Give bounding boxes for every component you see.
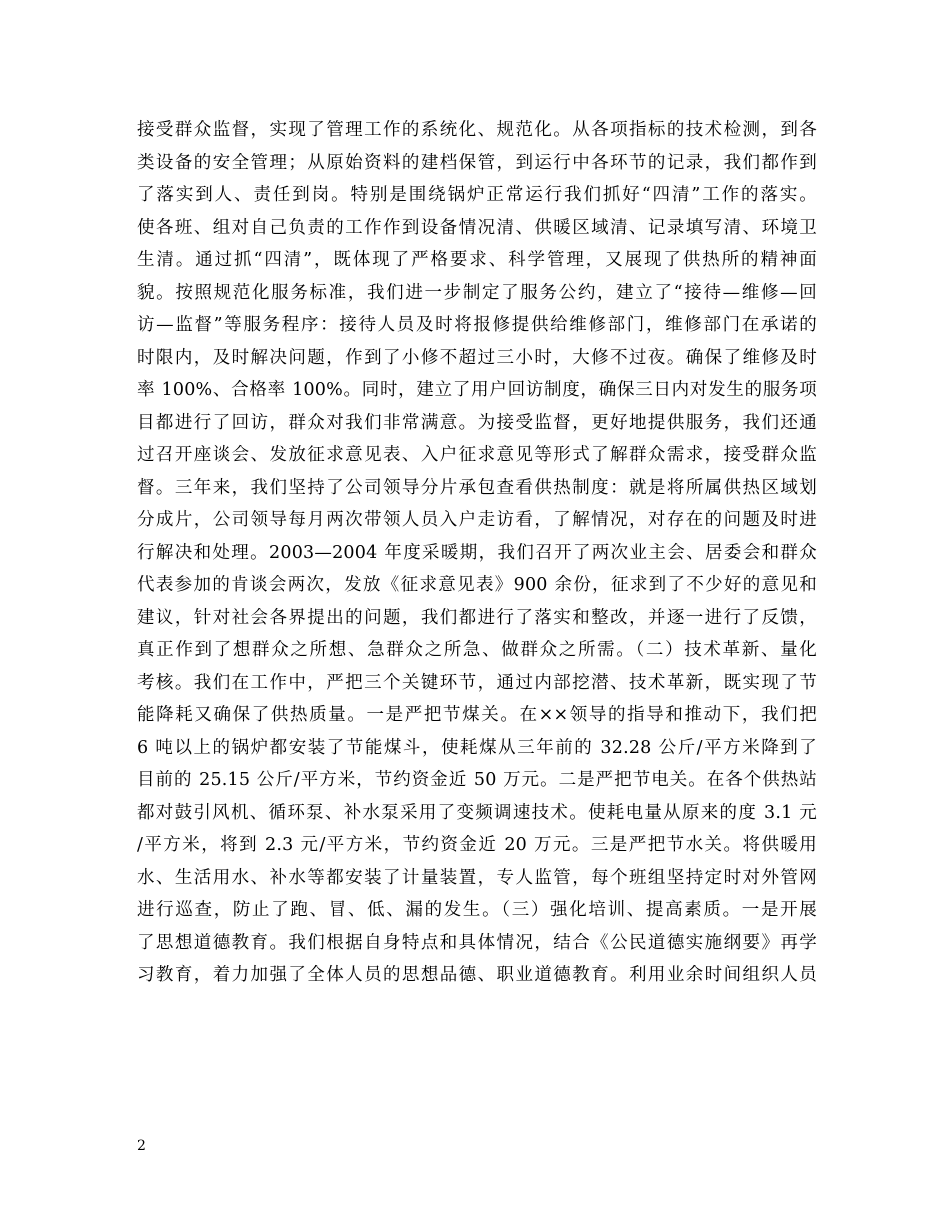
text-line: /平方米，将到 2.3 元/平方米，节约资金近 20 万元。三是严把节水关。将供暖用 <box>137 835 817 855</box>
text-line: 貌。按照规范化服务标准，我们进一步制定了服务公约，建立了“接待—维修—回 <box>137 282 817 303</box>
text-line: 目都进行了回访，群众对我们非常满意。为接受监督，更好地提供服务，我们还通 <box>137 412 817 433</box>
text-line: 分成片，公司领导每月两次带领人员入户走访看，了解情况，对存在的问题及时进 <box>137 510 817 530</box>
text-line: 都对鼓引风机、循环泵、补水泵采用了变频调速技术。使耗电量从原来的度 3.1 元 <box>137 802 817 823</box>
text-line: 访—监督”等服务程序：接待人员及时将报修提供给维修部门，维修部门在承诺的 <box>137 315 817 335</box>
body-text <box>137 114 817 992</box>
text-line: 真正作到了想群众之所想、急群众之所急、做群众之所需。（二）技术革新、量化 <box>137 640 817 660</box>
text-line: 了落实到人、责任到岗。特别是围绕锅炉正常运行我们抓好“四清”工作的落实。 <box>137 185 817 205</box>
text-line: 时限内，及时解决问题，作到了小修不超过三小时，大修不过夜。确保了维修及时 <box>137 347 817 368</box>
text-line: 水、生活用水、补水等都安装了计量装置，专人监管，每个班组坚持定时对外管网 <box>137 867 817 888</box>
text-line: 生清。通过抓“四清”，既体现了严格要求、科学管理，又展现了供热所的精神面 <box>137 250 817 270</box>
text-line: 习教育，着力加强了全体人员的思想品德、职业道德教育。利用业余时间组织人员 <box>137 965 817 985</box>
text-line: 了思想道德教育。我们根据自身特点和具体情况，结合《公民道德实施纲要》再学 <box>137 932 817 953</box>
text-line: 考核。我们在工作中，严把三个关键环节，通过内部挖潜、技术革新，既实现了节 <box>137 672 817 693</box>
text-line: 行解决和处理。2003—2004 年度采暖期，我们召开了两次业主会、居委会和群众 <box>137 542 817 563</box>
text-line: 能降耗又确保了供热质量。一是严把节煤关。在××领导的指导和推动下，我们把 <box>137 705 817 725</box>
text-line: 督。三年来，我们坚持了公司领导分片承包查看供热制度：就是将所属供热区域划 <box>137 477 817 498</box>
text-line: 率 100%、合格率 100%。同时，建立了用户回访制度，确保三日内对发生的服务项 <box>137 380 817 400</box>
text-line: 接受群众监督，实现了管理工作的系统化、规范化。从各项指标的技术检测，到各 <box>137 120 817 140</box>
text-line: 过召开座谈会、发放征求意见表、入户征求意见等形式了解群众需求，接受群众监 <box>137 445 817 465</box>
text-line: 使各班、组对自己负责的工作作到设备情况清、供暖区域清、记录填写清、环境卫 <box>137 217 817 238</box>
text-line: 6 吨以上的锅炉都安装了节能煤斗，使耗煤从三年前的 32.28 公斤/平方米降到了 <box>137 737 817 758</box>
text-line: 建议，针对社会各界提出的问题，我们都进行了落实和整改，并逐一进行了反馈， <box>137 607 817 628</box>
text-line: 进行巡查，防止了跑、冒、低、漏的发生。（三）强化培训、提高素质。一是开展 <box>137 900 817 920</box>
text-line: 目前的 25.15 公斤/平方米，节约资金近 50 万元。二是严把节电关。在各个供热站 <box>137 770 817 790</box>
text-line: 类设备的安全管理；从原始资料的建档保管，到运行中各环节的记录，我们都作到 <box>137 152 817 173</box>
page-number: 2 <box>137 1138 146 1154</box>
text-line: 代表参加的肯谈会两次，发放《征求意见表》900 余份，征求到了不少好的意见和 <box>137 575 817 595</box>
